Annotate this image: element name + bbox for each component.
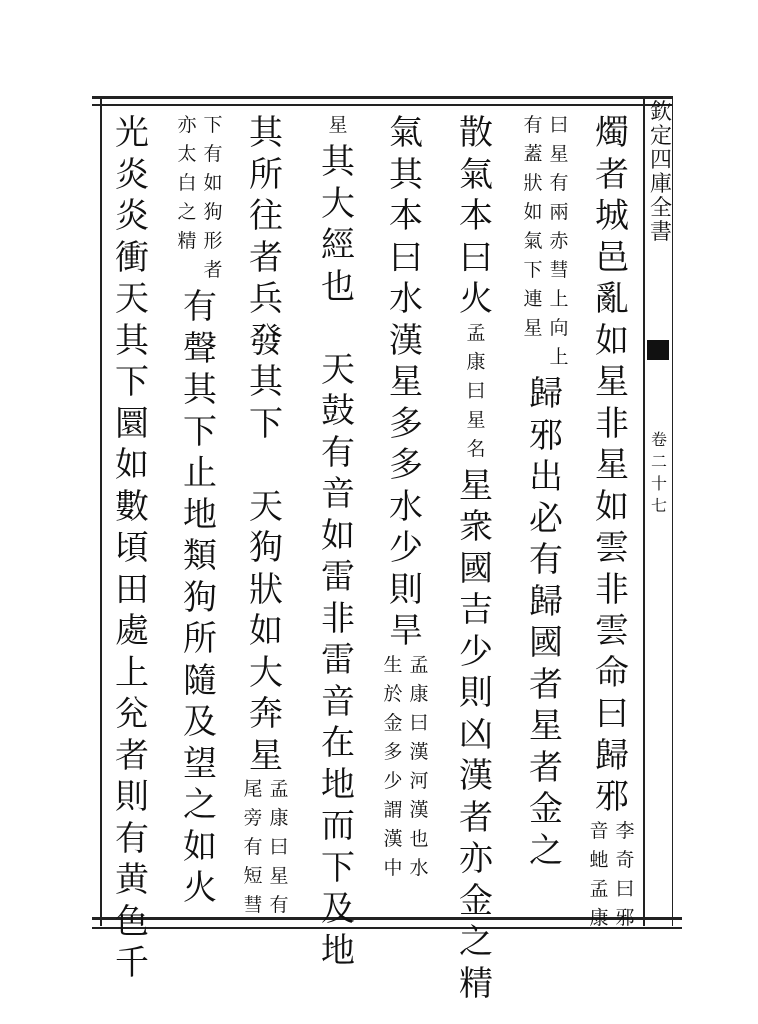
glyph: 下 [183,411,217,452]
glyph: 如 [595,320,629,361]
glyph: 本 [459,196,493,236]
glyph: 火 [459,279,493,319]
margin-title-glyph: 定 [649,124,672,149]
fishtail-mark [647,340,669,360]
glyph: 於 [383,682,403,705]
glyph: 狀 [249,569,283,610]
double-line-annotation [588,819,636,938]
glyph: 多 [389,445,423,485]
glyph: 其 [183,370,217,410]
glyph: 其 [389,154,423,195]
glyph: 則 [459,673,493,713]
glyph: 下 [523,259,543,281]
annotation-right-line [548,116,570,377]
glyph: 炎 [115,196,149,236]
glyph: 少 [383,769,403,792]
glyph: 康 [409,682,429,705]
glyph: 旁 [243,807,263,829]
glyph: 天 [115,279,149,319]
glyph: 有 [321,432,355,473]
glyph: 星 [595,362,629,402]
glyph: 及 [183,702,217,742]
glyph: 曰 [549,114,569,136]
top-border-rule [92,96,672,99]
glyph: 向 [549,317,569,339]
glyph: 衆 [459,507,493,547]
glyph: 音 [321,681,355,722]
text-run [318,349,358,976]
glyph: 曰 [409,711,429,734]
glyph: 非 [321,598,355,639]
glyph: 孟 [269,778,289,800]
glyph: 水 [389,279,423,319]
glyph: 兊 [115,694,149,734]
margin-title-glyph: 四 [649,148,672,173]
glyph: 之 [177,201,197,223]
glyph: 吉 [459,590,493,630]
glyph: 散 [459,113,493,153]
glyph: 處 [115,611,149,651]
glyph: 歸 [529,581,563,622]
margin-title-glyph: 欽 [649,100,672,125]
glyph: 雲 [595,611,629,651]
glyph: 虵 [589,848,609,871]
text-run [318,142,358,311]
glyph: 非 [595,403,629,444]
glyph: 發 [249,320,283,361]
glyph: 數 [115,486,149,527]
glyph: 漢 [383,827,403,850]
glyph: 如 [203,172,223,194]
text-run [246,486,286,781]
glyph: 上 [115,652,149,693]
glyph: 水 [389,486,423,527]
glyph: 康 [589,906,609,929]
glyph: 歸 [595,735,629,776]
glyph: 奇 [615,848,635,871]
glyph: 氣 [389,113,423,153]
glyph: 短 [243,865,263,887]
glyph: 有 [269,894,289,916]
text-run [592,113,632,822]
margin-volume-label [650,432,668,520]
glyph: 凶 [459,714,493,755]
glyph: 星 [529,706,563,746]
glyph: 者 [459,797,493,838]
glyph: 望 [183,743,217,784]
glyph: 出 [529,457,563,497]
glyph: 田 [115,569,149,610]
main-text [456,113,496,324]
glyph: 星 [249,735,283,776]
glyph: 大 [321,183,355,224]
glyph: 有 [529,540,563,580]
glyph: 雲 [595,528,629,568]
double-line-annotation [242,780,290,925]
text-column-6 [236,113,296,925]
glyph: 漢 [409,798,429,821]
glyph: 聲 [183,328,217,369]
glyph: 隨 [183,660,217,701]
glyph: 則 [389,569,423,610]
text-run [456,113,496,324]
glyph: 地 [321,930,355,971]
text-column-1 [582,113,642,938]
glyph: 非 [595,569,629,610]
glyph: 多 [383,740,403,763]
glyph: 金 [383,711,403,734]
glyph: 者 [595,154,629,195]
main-text [526,374,566,875]
glyph: 圜 [115,403,149,444]
glyph: 金 [529,789,563,829]
glyph: 曰 [459,237,493,278]
glyph: 星 [269,865,289,887]
glyph: 李 [615,819,635,842]
glyph: 邪 [615,906,635,929]
glyph: 之 [459,922,493,962]
glyph: 其 [249,113,283,153]
glyph: 康 [269,807,289,829]
text-run [465,321,487,469]
glyph: 者 [203,259,223,281]
glyph: 國 [529,623,563,663]
glyph: 天 [249,486,283,527]
glyph: 漢 [389,320,423,361]
glyph: 地 [183,494,217,535]
double-line-annotation [522,116,570,377]
glyph: 兩 [549,201,569,223]
glyph: 所 [183,619,217,659]
glyph: 而 [321,806,355,846]
glyph: 也 [321,266,355,307]
main-text [386,113,426,656]
glyph: 金 [459,880,493,921]
glyph: 星 [466,408,486,431]
text-column-2 [516,116,576,875]
glyph: 曰 [389,237,423,278]
main-text [318,142,358,311]
margin-volume-glyph: 二 [650,452,667,471]
glyph: 鼓 [321,391,355,431]
glyph: 之 [529,830,563,871]
glyph: 者 [115,735,149,776]
glyph: 下 [321,847,355,888]
glyph: 奔 [249,694,283,734]
main-text [112,113,152,988]
glyph: 孟 [409,653,429,676]
glyph: 連 [523,288,543,310]
glyph: 本 [389,196,423,236]
glyph: 燭 [595,113,629,153]
glyph: 白 [177,172,197,194]
glyph: 必 [529,498,563,539]
glyph: 多 [389,403,423,444]
text-run [327,116,349,145]
glyph: 少 [389,528,423,568]
glyph: 炎 [115,154,149,195]
glyph: 水 [409,856,429,879]
main-text [180,287,220,913]
glyph: 命 [595,652,629,693]
glyph: 太 [177,143,197,165]
glyph: 星 [549,143,569,165]
text-column-5 [308,116,368,975]
main-text [318,349,358,976]
glyph: 狗 [183,577,217,618]
glyph: 亦 [177,114,197,136]
glyph: 有 [203,143,223,165]
glyph: 形 [203,230,223,252]
glyph: 名 [466,437,486,460]
annotation-text [465,321,487,469]
glyph: 漢 [459,756,493,796]
glyph: 如 [523,201,543,223]
glyph: 邪 [595,777,629,817]
glyph: 河 [409,769,429,792]
glyph: 生 [383,653,403,676]
glyph: 如 [595,486,629,527]
glyph: 彗 [243,894,263,916]
top-border-inner-rule [92,104,672,106]
text-run [386,113,426,656]
margin-volume-glyph: 七 [650,496,667,515]
glyph: 狗 [203,201,223,223]
glyph: 少 [459,631,493,672]
glyph: 則 [115,777,149,817]
glyph: 火 [183,868,217,908]
glyph: 天 [321,349,355,390]
main-text [246,486,286,781]
glyph: 精 [177,230,197,252]
margin-volume-glyph: 卷 [650,430,667,449]
main-text [456,465,496,1009]
glyph: 及 [321,889,355,929]
glyph: 中 [383,856,403,879]
glyph: 有 [523,114,543,136]
annotation-left-line [382,653,404,888]
glyph: 如 [249,611,283,651]
glyph: 兵 [249,279,283,319]
text-column-4 [376,113,436,888]
glyph: 城 [595,196,629,236]
glyph: 其 [249,362,283,402]
glyph: 者 [529,747,563,788]
glyph: 經 [321,225,355,265]
glyph: 有 [549,172,569,194]
glyph: 類 [183,536,217,576]
double-line-annotation [382,653,430,888]
glyph: 曰 [595,694,629,734]
annotation-right-line [268,780,290,925]
glyph: 邪 [529,415,563,456]
glyph: 下 [203,114,223,136]
main-text [246,113,286,448]
glyph: 光 [115,113,149,153]
glyph: 星 [328,114,348,136]
text-column-8 [102,113,162,988]
glyph: 止 [183,453,217,493]
glyph: 上 [549,346,569,368]
glyph: 氣 [459,154,493,195]
glyph: 曰 [269,836,289,858]
glyph: 氣 [523,230,543,252]
text-run [180,287,220,913]
glyph: 之 [183,785,217,825]
glyph: 者 [249,237,283,278]
glyph: 如 [183,826,217,867]
glyph: 下 [249,403,283,444]
glyph: 有 [115,818,149,859]
glyph: 如 [321,515,355,556]
margin-title-glyph: 全 [649,196,672,221]
glyph: 所 [249,154,283,195]
glyph: 上 [549,288,569,310]
glyph: 孟 [589,877,609,900]
glyph: 星 [459,465,493,506]
glyph: 星 [595,445,629,485]
glyph: 頃 [115,528,149,568]
text-run [526,374,566,875]
margin-title-glyph: 書 [649,220,672,245]
glyph: 衝 [115,237,149,278]
annotation-left-line [176,116,198,261]
glyph: 彗 [549,259,569,281]
main-text [592,113,632,822]
glyph: 蓋 [523,143,543,165]
glyph: 曰 [615,877,635,900]
text-column-7 [170,116,230,913]
glyph: 有 [243,836,263,858]
glyph: 漢 [409,740,429,763]
glyph: 曰 [466,379,486,402]
text-column-3 [446,113,506,1008]
glyph: 謂 [383,798,403,821]
glyph: 如 [115,445,149,485]
glyph: 地 [321,764,355,805]
margin-book-title [649,102,673,246]
annotation-left-line [242,780,264,925]
glyph: 者 [529,664,563,705]
text-run [456,465,496,1009]
glyph: 星 [523,317,543,339]
glyph: 往 [249,196,283,236]
glyph: 孟 [466,321,486,344]
annotation-right-line [614,819,636,938]
glyph: 雷 [321,557,355,597]
annotation-left-line [588,819,610,938]
glyph: 音 [321,474,355,514]
glyph: 精 [459,963,493,1004]
margin-title-glyph: 庫 [649,172,672,197]
annotation-right-line [202,116,224,290]
text-run [112,113,152,988]
glyph: 大 [249,652,283,693]
text-run [246,113,286,448]
glyph: 色 [115,901,149,942]
glyph: 千 [115,943,149,983]
glyph: 黄 [115,860,149,900]
glyph: 邑 [595,237,629,278]
glyph: 國 [459,548,493,589]
glyph: 尾 [243,778,263,800]
glyph: 亦 [459,839,493,879]
glyph: 也 [409,827,429,850]
glyph: 星 [389,362,423,402]
glyph: 亂 [595,279,629,319]
annotation-text [327,116,349,145]
glyph: 有 [183,287,217,327]
margin-strip [643,96,673,926]
glyph: 歸 [529,374,563,414]
margin-volume-glyph: 十 [650,474,667,493]
double-line-annotation [176,116,224,290]
glyph: 康 [466,350,486,373]
glyph: 音 [589,819,609,842]
glyph: 旱 [389,611,423,651]
glyph: 其 [321,142,355,182]
glyph: 下 [115,362,149,402]
glyph: 赤 [549,230,569,252]
glyph: 其 [115,320,149,361]
glyph: 狗 [249,528,283,568]
glyph: 雷 [321,640,355,680]
glyph: 狀 [523,172,543,194]
annotation-left-line [522,116,544,348]
glyph: 在 [321,723,355,763]
annotation-right-line [408,653,430,888]
